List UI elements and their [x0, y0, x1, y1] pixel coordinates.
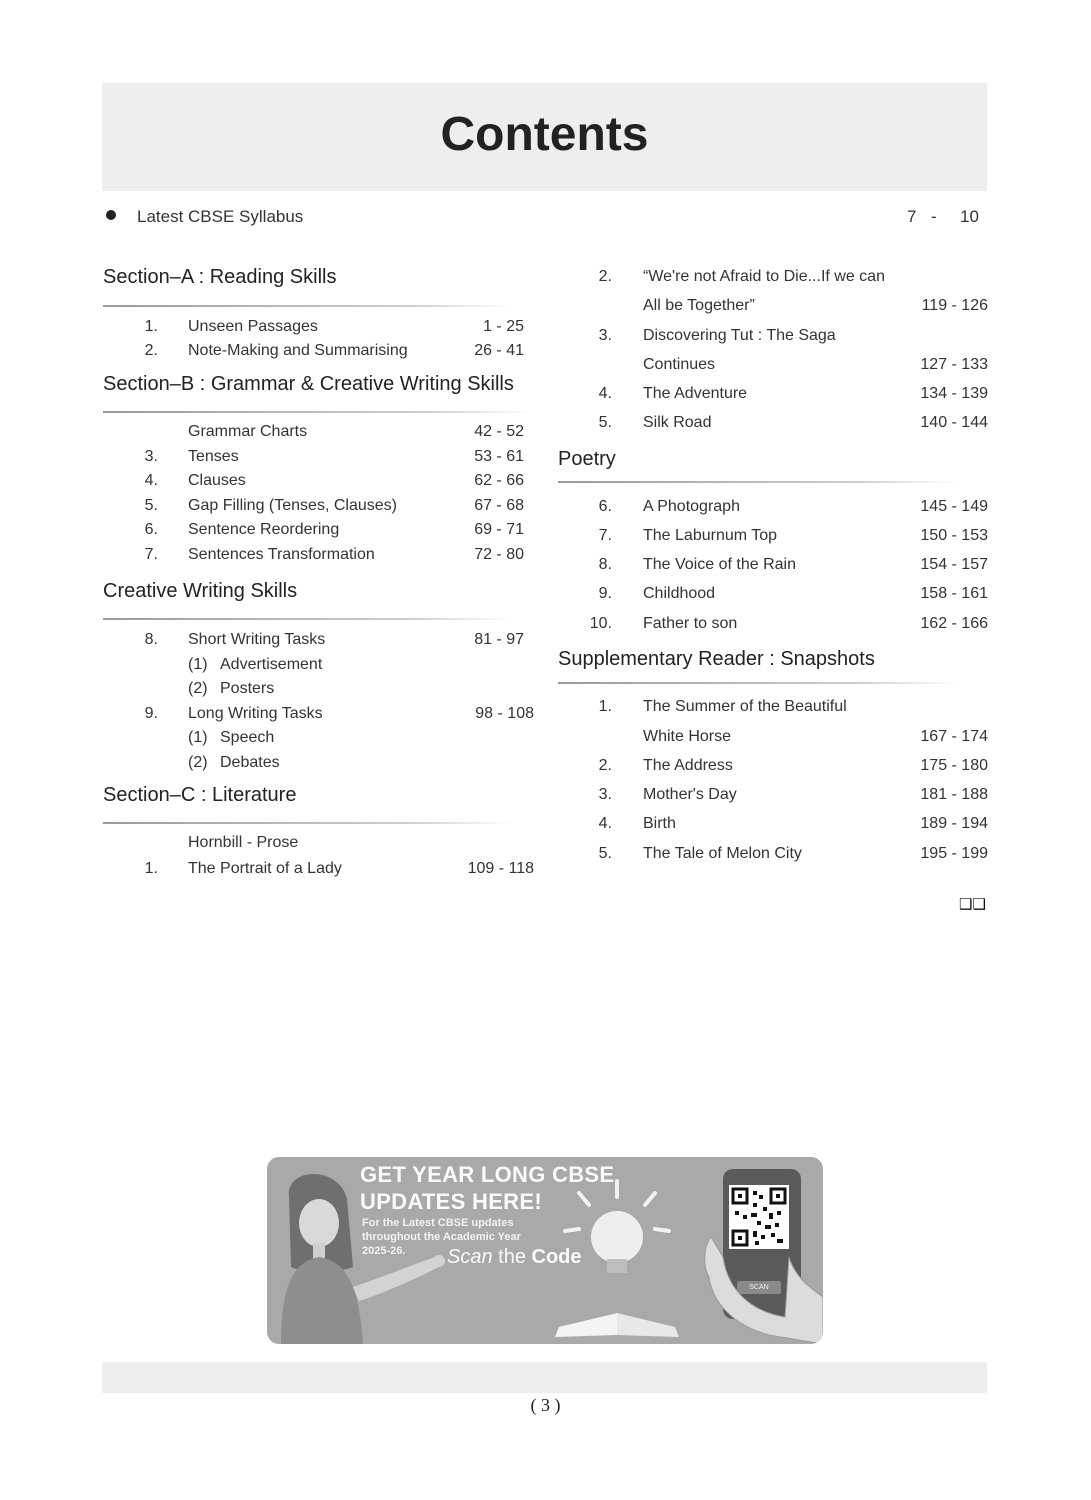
list-item-title: Sentence Reordering	[188, 521, 340, 538]
list-item-number: 2.	[598, 268, 612, 285]
syllabus-page-sep: -	[931, 207, 937, 226]
list-item-number: 3.	[598, 327, 612, 344]
list-item-title: A Photograph	[643, 498, 740, 515]
bullet-icon	[106, 210, 116, 220]
list-item-title: The Adventure	[643, 385, 748, 402]
list-item-pages: 189 - 194	[920, 815, 988, 832]
list-item-title: Discovering Tut : The Saga	[643, 327, 836, 344]
banner-subtitle-line-1: For the Latest CBSE updates	[362, 1217, 514, 1229]
supplementary-heading: Supplementary Reader : Snapshots	[558, 648, 875, 670]
the-word: the	[492, 1246, 532, 1268]
sub-item-number: (1)	[188, 656, 208, 673]
list-item-number: 1.	[144, 860, 158, 877]
title-band	[102, 83, 987, 191]
list-item-number: 7.	[598, 527, 612, 544]
list-item-number: 5.	[144, 497, 158, 514]
list-item-title: Birth	[643, 815, 676, 832]
list-item-pages: 81 - 97	[474, 631, 524, 648]
list-item-title: Long Writing Tasks	[188, 705, 323, 722]
list-item-title: Silk Road	[643, 414, 712, 431]
list-item-title: The Summer of the Beautiful	[643, 698, 847, 715]
list-item-number: 4.	[598, 815, 612, 832]
list-item-number: 8.	[598, 556, 612, 573]
subsection-title: Hornbill - Prose	[188, 834, 299, 851]
list-item-title: Note-Making and Summarising	[188, 342, 408, 359]
banner-subtitle-line-2: throughout the Academic Year	[362, 1231, 521, 1243]
page-number: ( 3 )	[530, 1395, 561, 1415]
code-word: Code	[531, 1246, 582, 1268]
phone-scan-button[interactable]: SCAN	[737, 1281, 781, 1294]
poetry-rule	[558, 481, 958, 483]
list-item-title: Clauses	[188, 472, 246, 489]
banner-title-line-1: GET YEAR LONG CBSE	[360, 1162, 615, 1187]
list-item-pages: 134 - 139	[920, 385, 988, 402]
list-item-pages: 42 - 52	[474, 423, 524, 440]
list-item-number: 1.	[598, 698, 612, 715]
creative-writing-rule	[103, 618, 513, 620]
list-item-number: 5.	[598, 414, 612, 431]
list-item-pages: 67 - 68	[474, 497, 524, 514]
list-item-pages: 69 - 71	[474, 521, 524, 538]
section-b-rule	[103, 411, 533, 413]
list-item-number: 9.	[598, 585, 612, 602]
list-item-pages: 145 - 149	[920, 498, 988, 515]
poetry-heading: Poetry	[558, 448, 616, 470]
list-item-title: Unseen Passages	[188, 318, 318, 335]
list-item-pages: 181 - 188	[920, 786, 988, 803]
list-item-title: The Laburnum Top	[643, 527, 778, 544]
list-item-number: 4.	[144, 472, 158, 489]
creative-writing-heading: Creative Writing Skills	[103, 580, 298, 602]
list-item-number: 4.	[598, 385, 612, 402]
scan-word: Scan	[447, 1246, 493, 1268]
supplementary-rule	[558, 682, 958, 684]
syllabus-label: Latest CBSE Syllabus	[137, 207, 304, 226]
list-item-pages: 127 - 133	[920, 356, 988, 373]
list-item-pages: 154 - 157	[920, 556, 988, 573]
list-item-pages: 167 - 174	[920, 728, 988, 745]
list-item-title: Mother's Day	[643, 786, 737, 803]
page-title: Contents	[440, 108, 649, 161]
footer-band	[102, 1362, 987, 1393]
banner-title-line-2: UPDATES HERE!	[360, 1189, 542, 1214]
sub-item-number: (1)	[188, 729, 208, 746]
banner-subtitle-line-3: 2025-26.	[362, 1245, 406, 1257]
list-item-title: Gap Filling (Tenses, Clauses)	[188, 497, 397, 514]
list-item-number: 2.	[598, 757, 612, 774]
list-item-number: 10.	[589, 615, 612, 632]
syllabus-page-from: 7	[907, 207, 917, 226]
list-item-title: The Address	[643, 757, 733, 774]
list-item-title: Sentences Transformation	[188, 546, 375, 563]
list-item-title-cont: Continues	[643, 356, 716, 373]
cbse-updates-banner[interactable]	[267, 1157, 823, 1344]
section-c-rule	[103, 822, 513, 824]
list-item-title: Tenses	[188, 448, 239, 465]
list-item-title: The Portrait of a Lady	[188, 860, 342, 877]
list-item-title: Grammar Charts	[188, 423, 308, 440]
list-item-pages: 72 - 80	[474, 546, 524, 563]
list-item-title: Short Writing Tasks	[188, 631, 326, 648]
list-item-number: 6.	[598, 498, 612, 515]
list-item-title: Childhood	[643, 585, 716, 602]
list-item-pages: 119 - 126	[921, 297, 988, 314]
syllabus-page-to: 10	[960, 207, 979, 226]
list-item-title: The Voice of the Rain	[643, 556, 796, 573]
list-item-number: 3.	[598, 786, 612, 803]
list-item-title-cont: White Horse	[643, 728, 732, 745]
list-item-pages: 162 - 166	[920, 615, 988, 632]
list-item-pages: 158 - 161	[920, 585, 988, 602]
sub-item-number: (2)	[188, 680, 208, 697]
list-item-number: 8.	[144, 631, 158, 648]
list-item-number: 1.	[144, 318, 158, 335]
sub-item-title: Speech	[220, 729, 275, 746]
list-item-pages: 150 - 153	[920, 527, 988, 544]
list-item-title: The Tale of Melon City	[643, 845, 802, 862]
list-item-number: 7.	[144, 546, 158, 563]
list-item-pages: 53 - 61	[474, 448, 524, 465]
lightbulb-book-illustration	[547, 1177, 697, 1344]
list-item-title: Father to son	[643, 615, 738, 632]
section-b-heading: Section–B : Grammar & Creative Writing Skills	[103, 373, 514, 395]
list-item-pages: 1 - 25	[483, 318, 524, 335]
section-a-rule	[103, 305, 513, 307]
list-item-pages: 109 - 118	[467, 860, 534, 877]
section-c-heading: Section–C : Literature	[103, 784, 297, 806]
list-item-pages: 26 - 41	[474, 342, 524, 359]
list-item-pages: 175 - 180	[920, 757, 988, 774]
list-item-number: 2.	[144, 342, 158, 359]
list-item-number: 9.	[144, 705, 158, 722]
list-item-pages: 62 - 66	[474, 472, 524, 489]
list-item-number: 5.	[598, 845, 612, 862]
end-mark-icon: ❑❑	[959, 896, 986, 913]
list-item-pages: 195 - 199	[920, 845, 988, 862]
sub-item-title: Posters	[220, 680, 275, 697]
list-item-title: “We're not Afraid to Die...If we can	[643, 268, 885, 285]
section-a-heading: Section–A : Reading Skills	[103, 266, 337, 288]
sub-item-title: Advertisement	[220, 656, 323, 673]
sub-item-number: (2)	[188, 754, 208, 771]
hand-illustration	[699, 1217, 823, 1344]
list-item-number: 3.	[144, 448, 158, 465]
list-item-number: 6.	[144, 521, 158, 538]
list-item-pages: 98 - 108	[475, 705, 534, 722]
list-item-title-cont: All be Together”	[643, 297, 755, 314]
list-item-pages: 140 - 144	[920, 414, 988, 431]
sub-item-title: Debates	[220, 754, 280, 771]
